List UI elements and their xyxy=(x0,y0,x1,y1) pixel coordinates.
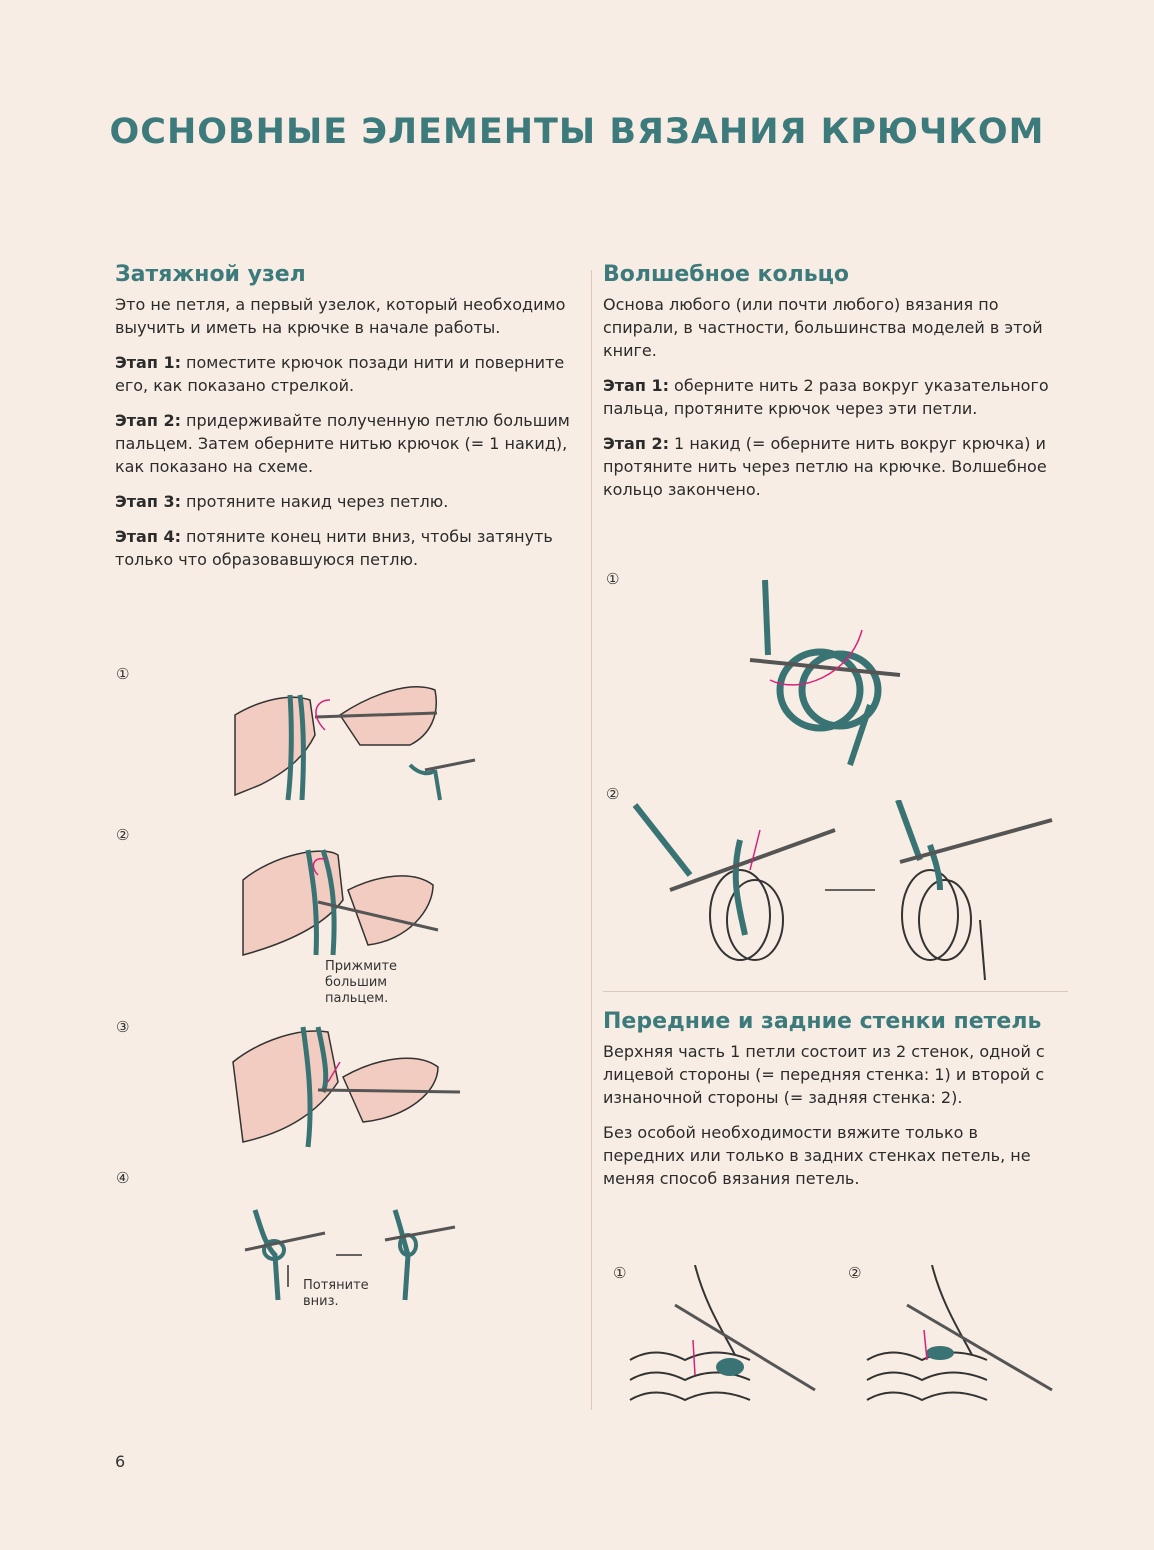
slip-knot-step-3-illustration xyxy=(228,1022,463,1152)
figure-number: ① xyxy=(606,570,620,588)
step-label: Этап 2: xyxy=(115,411,181,430)
figure-number: ② xyxy=(116,826,130,844)
step-text: поместите крючок позади нити и поверните его, как показано стрелкой. xyxy=(115,353,565,395)
column-divider xyxy=(591,270,592,1410)
loop-walls-section xyxy=(603,1009,1063,1202)
figure-number: ② xyxy=(606,785,620,803)
magic-ring-step-1 xyxy=(603,374,1063,420)
magic-ring-step-2-illustration xyxy=(630,800,1060,985)
figure-number: ④ xyxy=(116,1169,130,1187)
magic-ring-title: Волшебное кольцо xyxy=(603,262,850,287)
step-label: Этап 3: xyxy=(115,492,181,511)
step-label: Этап 4: xyxy=(115,527,181,546)
slip-knot-step-1 xyxy=(115,351,575,397)
figure-number: ① xyxy=(613,1264,627,1282)
page-number: 6 xyxy=(115,1452,126,1471)
figure-number: ① xyxy=(116,665,130,683)
step-text: протяните накид через петлю. xyxy=(180,492,449,511)
page-title: ОСНОВНЫЕ ЭЛЕМЕНТЫ ВЯЗАНИЯ КРЮЧКОМ xyxy=(109,112,1045,152)
magic-ring-step-2 xyxy=(603,432,1063,501)
step-text: придерживайте полученную петлю большим пальцем. Затем оберните нитью крючок (= 1 накид), как показано на схеме. xyxy=(115,411,570,476)
step-label: Этап 2: xyxy=(603,434,669,453)
magic-ring-step-1-illustration xyxy=(740,575,905,770)
figure-number: ② xyxy=(848,1264,862,1282)
magic-ring-intro: Основа любого (или почти любого) вязания по спирали, в частности, большинства моделей в этой книге. xyxy=(603,295,1043,360)
loop-walls-para-2: Без особой необходимости вяжите только в передних или только в задних стенках петель, не меняя способ вязания петель. xyxy=(603,1123,1031,1188)
section-divider xyxy=(603,991,1068,992)
slip-knot-step-2-illustration xyxy=(238,840,443,960)
loop-walls-title: Передние и задние стенки петель xyxy=(603,1009,1042,1034)
slip-knot-title: Затяжной узел xyxy=(115,262,306,287)
slip-knot-section xyxy=(115,262,575,583)
step-label: Этап 1: xyxy=(603,376,669,395)
loop-walls-para-1: Верхняя часть 1 петли состоит из 2 стенок, одной с лицевой стороны (= передняя стенка: 1) и второй с изнаночной стороны (= задняя стенка: 2). xyxy=(603,1042,1045,1107)
slip-knot-step-3 xyxy=(115,490,575,513)
magic-ring-section xyxy=(603,262,1063,513)
back-loop-illustration xyxy=(862,1265,1057,1415)
step-label: Этап 1: xyxy=(115,353,181,372)
slip-knot-step-1-illustration xyxy=(230,675,480,810)
figure-number: ③ xyxy=(116,1018,130,1036)
front-loop-illustration xyxy=(625,1265,820,1415)
step-text: 1 накид (= оберните нить вокруг крючка) и протяните нить через петлю на крючке. Волшебное кольцо закончено. xyxy=(603,434,1047,499)
step-text: оберните нить 2 раза вокруг указательного пальца, протяните крючок через эти петли. xyxy=(603,376,1049,418)
slip-knot-step-4 xyxy=(115,525,575,571)
slip-knot-step-2 xyxy=(115,409,575,478)
step-text: потяните конец нити вниз, чтобы затянуть только что образовавшуюся петлю. xyxy=(115,527,553,569)
slip-knot-intro: Это не петля, а первый узелок, который необходимо выучить и иметь на крючке в начале работы. xyxy=(115,295,566,337)
caption-thumb: Прижмите большим пальцем. xyxy=(325,959,398,1006)
caption-pull: Потяните вниз. xyxy=(303,1278,369,1309)
